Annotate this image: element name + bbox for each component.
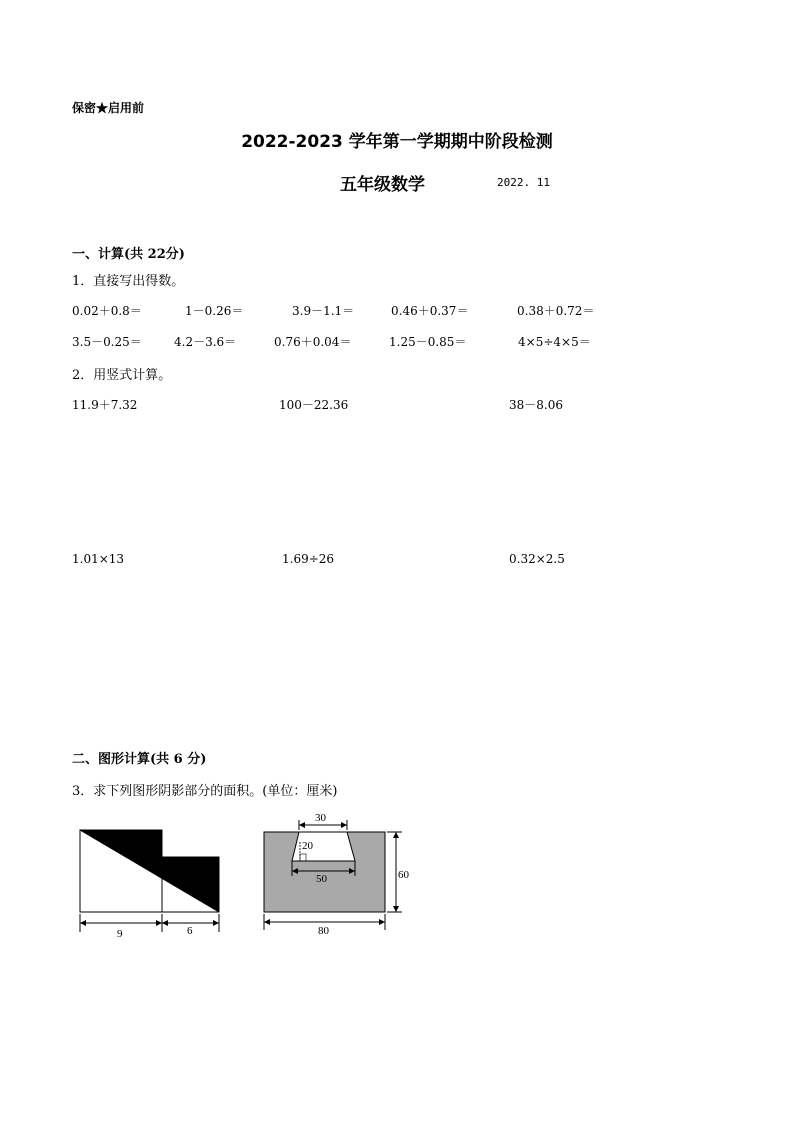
dimension-label: 6: [187, 925, 193, 937]
oral-calc-item: 0.38＋0.72＝: [517, 304, 595, 318]
vertical-calc-item: 1.69÷26: [282, 552, 335, 566]
oral-calc-item: 4.2－3.6＝: [174, 335, 237, 349]
confidential-label: 保密★启用前: [72, 101, 145, 115]
oral-calc-item: 1.25－0.85＝: [389, 335, 467, 349]
dimension-label: 20: [302, 840, 313, 852]
question-3-prompt: 3．求下列图形阴影部分的面积。(单位：厘米): [72, 784, 338, 799]
section-1-heading: 一、计算(共 22分): [72, 247, 185, 262]
section-2-heading: 二、图形计算(共 6 分): [72, 752, 207, 767]
vertical-calc-item: 1.01×13: [72, 552, 125, 566]
oral-calc-item: 4×5÷4×5＝: [518, 335, 591, 349]
dimension-label: 9: [117, 928, 123, 940]
question-1-prompt: 1．直接写出得数。: [72, 274, 185, 289]
oral-calc-item: 3.9－1.1＝: [292, 304, 355, 318]
oral-calc-item: 0.02＋0.8＝: [72, 304, 142, 318]
dimension-label: 50: [316, 873, 327, 885]
question-2-prompt: 2．用竖式计算。: [72, 368, 172, 383]
vertical-calc-item: 11.9＋7.32: [72, 398, 138, 412]
oral-calc-item: 0.76＋0.04＝: [274, 335, 352, 349]
vertical-calc-item: 38－8.06: [509, 398, 563, 412]
dimension-label: 30: [315, 812, 326, 824]
oral-calc-item: 3.5－0.25＝: [72, 335, 142, 349]
vertical-calc-item: 100－22.36: [279, 398, 349, 412]
oral-calc-item: 1－0.26＝: [185, 304, 244, 318]
dimension-label: 60: [398, 869, 409, 881]
oral-calc-item: 0.46＋0.37＝: [391, 304, 469, 318]
exam-date: 2022. 11: [497, 176, 550, 189]
exam-subtitle: 五年级数学: [340, 175, 425, 195]
vertical-calc-item: 0.32×2.5: [509, 552, 565, 566]
dimension-label: 80: [318, 925, 329, 937]
exam-title: 2022-2023 学年第一学期期中阶段检测: [241, 132, 553, 152]
